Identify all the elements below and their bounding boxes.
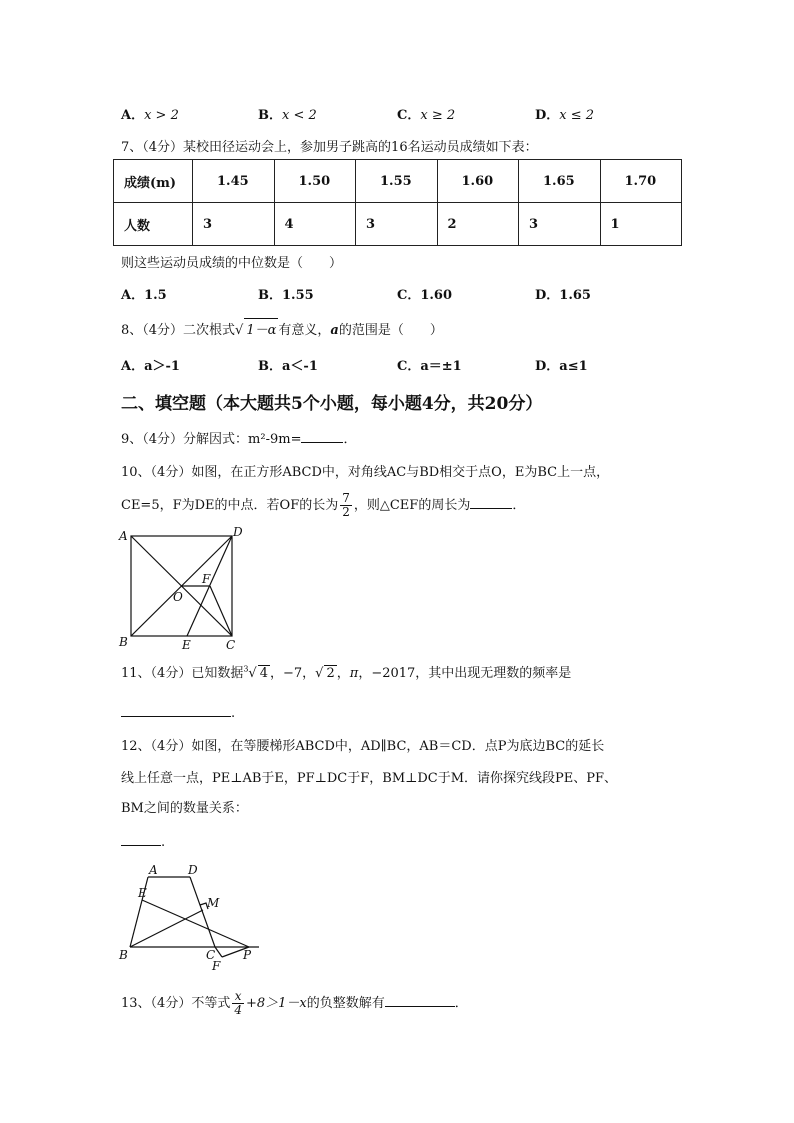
q8-suffix: 的范围是（ ）: [338, 323, 443, 338]
q12-end: .: [161, 835, 166, 850]
cbrt-index: 3: [243, 664, 249, 674]
q11-end: .: [231, 706, 236, 721]
option-label: C．: [397, 288, 421, 303]
q13-fraction: [232, 990, 244, 1017]
q7-stem: 7、（4分）某校田径运动会上，参加男子跳高的16名运动员成绩如下表：: [121, 140, 538, 155]
q13-stem: [121, 988, 468, 1022]
q7-option-c: [397, 284, 452, 303]
table-cell: 1.45: [193, 160, 275, 203]
table-cell: 3: [519, 203, 601, 246]
q7-option-a: [121, 284, 167, 303]
segment-pe: [142, 900, 249, 947]
q10-end: ．: [512, 498, 526, 513]
q7-question: 则这些运动员成绩的中位数是（ ）: [121, 256, 343, 271]
table-header-count: 人数: [114, 203, 193, 246]
q12-figure: [115, 860, 265, 975]
table-cell: 1.70: [600, 160, 682, 203]
option-value: x ≥ 2: [420, 108, 456, 123]
option-value: 1.5: [144, 288, 167, 303]
segment-cf: [215, 947, 222, 957]
table-cell: 1.65: [519, 160, 601, 203]
point-label-p: P: [243, 948, 252, 962]
q11-answer-line: [121, 704, 235, 721]
fraction-numerator: x: [232, 990, 244, 1004]
table-cell: 1.50: [274, 160, 356, 203]
table-row: [114, 160, 682, 203]
q6-option-b: [258, 104, 317, 123]
option-value: a＞-1: [144, 359, 180, 374]
point-label-c: C: [206, 948, 216, 962]
table-header-score: 成绩(m): [114, 160, 193, 203]
segment-dc: [190, 877, 215, 947]
answer-blank[interactable]: [470, 496, 512, 509]
q11-text-c: ，: [336, 666, 350, 681]
option-value: x < 2: [282, 108, 317, 123]
q8-radicand: 1－α: [244, 318, 278, 338]
sqrt-sign-icon: √: [235, 323, 244, 338]
option-label: A．: [121, 108, 145, 123]
q10-fraction: [340, 492, 352, 519]
sqrt-sign-icon: √: [248, 666, 257, 681]
q10-line2-a: CE=5，F为DE的中点．若OF的长为: [121, 498, 339, 513]
point-label-e: E: [182, 638, 191, 652]
q6-options: [121, 104, 641, 122]
option-label: B．: [258, 108, 282, 123]
point-label-e: E: [138, 886, 147, 900]
q10-line2: [121, 492, 525, 524]
q10-figure: [115, 525, 250, 653]
option-value: 1.60: [420, 288, 453, 303]
option-label: D．: [535, 288, 560, 303]
table-cell: 1.60: [437, 160, 519, 203]
point-label-m: M: [207, 896, 220, 910]
table-cell: 2: [437, 203, 519, 246]
q11-text-d: ，−2017，其中出现无理数的频率是: [358, 666, 572, 681]
point-label-b: B: [119, 635, 128, 649]
q8-var: a: [330, 323, 339, 338]
point-label-b: B: [119, 948, 128, 962]
option-value: x ≤ 2: [559, 108, 595, 123]
fraction-denominator: 4: [234, 1003, 242, 1017]
q12-line3: BM之间的数量关系：: [121, 801, 248, 816]
q8-option-a: [121, 355, 180, 374]
q12-answer-line: [121, 833, 165, 850]
point-label-a: A: [149, 863, 158, 877]
cbrt-radicand: 4: [259, 666, 268, 681]
q8-options: [121, 355, 641, 373]
q13-suffix: 的负整数解有: [306, 996, 385, 1011]
table-cell: 1.55: [356, 160, 438, 203]
point-label-d: D: [188, 863, 198, 877]
answer-blank[interactable]: [301, 430, 343, 443]
table-cell: 3: [193, 203, 275, 246]
point-label-d: D: [233, 525, 243, 539]
answer-blank[interactable]: [121, 704, 231, 717]
option-label: C．: [397, 359, 421, 374]
q7-options: [121, 284, 641, 302]
point-label-f: F: [202, 572, 211, 586]
option-label: B．: [258, 359, 282, 374]
option-label: A．: [121, 288, 145, 303]
q13-end: ．: [454, 996, 468, 1011]
option-label: D．: [535, 108, 560, 123]
answer-blank[interactable]: [385, 994, 455, 1007]
point-label-f: F: [212, 959, 221, 973]
q9-text: 9、（4分）分解因式：m²-9m=: [121, 432, 302, 447]
q8-option-b: [258, 355, 318, 374]
q11-text-b: ，−7，: [270, 666, 316, 681]
q8-prefix: 8、（4分）二次根式: [121, 323, 236, 338]
q9-stem: [121, 428, 356, 447]
q10-line1: 10、（4分）如图，在正方形ABCD中，对角线AC与BD相交于点O，E为BC上一点，: [121, 465, 610, 480]
q7-option-d: [535, 284, 591, 303]
section-title: 二、填空题（本大题共5个小题，每小题4分，共20分）: [121, 394, 543, 414]
q12-line2: 线上任意一点，PE⊥AB于E，PF⊥DC于F，BM⊥DC于M．请你探究线段PE、PF、: [121, 771, 618, 786]
q8-option-c: [397, 355, 462, 374]
segment-fc: [210, 586, 232, 636]
option-value: a≤1: [559, 359, 588, 374]
q11-text-a: 11、（4分）已知数据: [121, 666, 244, 681]
table-cell: 4: [274, 203, 356, 246]
q6-option-c: [397, 104, 455, 123]
option-value: 1.55: [282, 288, 314, 303]
segment-bm: [130, 910, 203, 947]
pi-symbol: π: [349, 666, 359, 681]
q11-stem: [121, 662, 571, 681]
answer-blank[interactable]: [121, 833, 161, 846]
option-label: B．: [258, 288, 282, 303]
q10-line2-b: ，则△CEF的周长为: [353, 498, 471, 513]
table-cell: 1: [600, 203, 682, 246]
option-label: C．: [397, 108, 421, 123]
point-label-a: A: [119, 529, 128, 543]
fraction-numerator: 7: [342, 491, 350, 505]
fraction-denominator: 2: [342, 505, 350, 519]
point-label-c: C: [226, 638, 236, 652]
q13-prefix: 13、（4分）不等式: [121, 996, 231, 1011]
q9-end: ．: [343, 432, 357, 447]
option-value: x > 2: [144, 108, 179, 123]
q6-option-a: [121, 104, 179, 123]
q7-option-b: [258, 284, 314, 303]
q13-inequality: +8＞1－x: [245, 996, 307, 1011]
sqrt-radicand: 2: [326, 666, 335, 681]
q8-stem: [121, 318, 443, 338]
q12-line1: 12、（4分）如图，在等腰梯形ABCD中，AD∥BC，AB＝CD．点P为底边BC的延长: [121, 739, 605, 754]
option-value: 1.65: [559, 288, 591, 303]
option-value: a＝±1: [420, 359, 462, 374]
sqrt-sign-icon: √: [315, 666, 324, 681]
option-label: D．: [535, 359, 560, 374]
q6-option-d: [535, 104, 594, 123]
q8-suffix-mid: 有意义，: [278, 323, 331, 338]
option-label: A．: [121, 359, 145, 374]
option-value: a＜-1: [282, 359, 318, 374]
score-table: [113, 159, 682, 246]
table-cell: 3: [356, 203, 438, 246]
point-label-o: O: [173, 590, 183, 604]
q8-option-d: [535, 355, 588, 374]
table-row: [114, 203, 682, 246]
